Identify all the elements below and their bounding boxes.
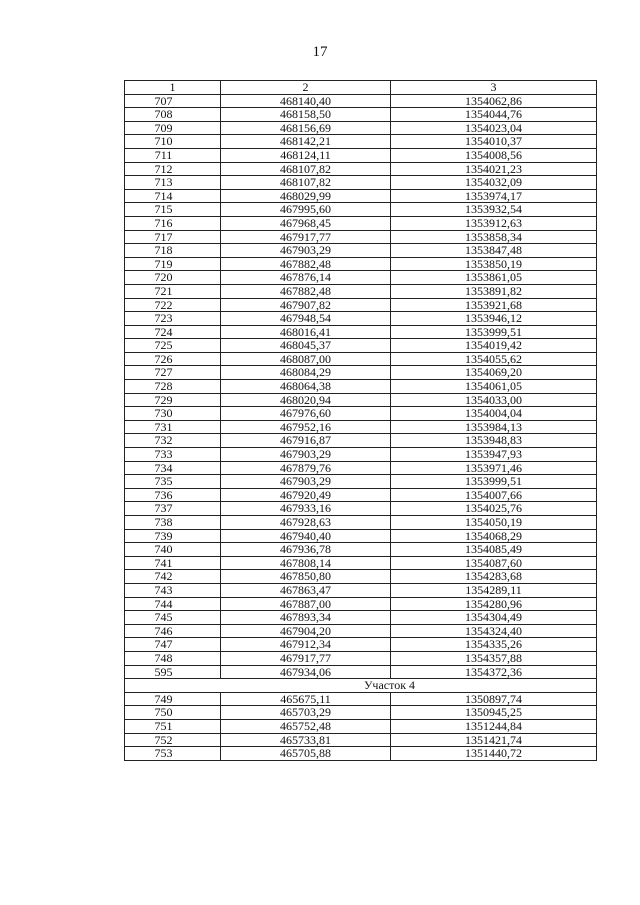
point-number: 723: [125, 312, 221, 326]
coord-y: 1354023,04: [391, 121, 597, 135]
point-number: 716: [125, 216, 221, 230]
table-body: [125, 94, 597, 760]
coord-y: 1353858,34: [391, 230, 597, 244]
coord-x: 467887,00: [221, 597, 391, 611]
table-row: [125, 692, 597, 706]
point-number: 712: [125, 162, 221, 176]
coord-x: 467808,14: [221, 556, 391, 570]
point-number: 711: [125, 148, 221, 162]
coord-x: 467876,14: [221, 271, 391, 285]
point-number: 742: [125, 570, 221, 584]
coord-x: 468045,37: [221, 339, 391, 353]
point-number: 740: [125, 543, 221, 557]
table-row: [125, 502, 597, 516]
point-number: 731: [125, 420, 221, 434]
point-number: 724: [125, 325, 221, 339]
coord-y: 1353850,19: [391, 257, 597, 271]
coord-y: 1353999,51: [391, 475, 597, 489]
point-number: 707: [125, 94, 221, 108]
coord-x: 467976,60: [221, 407, 391, 421]
coord-x: 467912,34: [221, 638, 391, 652]
coord-x: 467893,34: [221, 611, 391, 625]
coord-y: 1354087,60: [391, 556, 597, 570]
point-number: 737: [125, 502, 221, 516]
point-number: 730: [125, 407, 221, 421]
coord-x: 465675,11: [221, 692, 391, 706]
point-number: 725: [125, 339, 221, 353]
header-col-2: 2: [221, 81, 391, 95]
coord-x: 465752,48: [221, 719, 391, 733]
table-row: [125, 271, 597, 285]
table-row: [125, 380, 597, 394]
coord-y: 1353946,12: [391, 312, 597, 326]
table-row: [125, 543, 597, 557]
table-row: [125, 352, 597, 366]
table-row: [125, 665, 597, 679]
page-number: 17: [312, 44, 328, 60]
coord-y: 1351421,74: [391, 733, 597, 747]
table-row: [125, 135, 597, 149]
table-row: [125, 583, 597, 597]
coord-y: 1354289,11: [391, 583, 597, 597]
coord-y: 1354021,23: [391, 162, 597, 176]
point-number: 749: [125, 692, 221, 706]
table-row: [125, 284, 597, 298]
coord-y: 1350897,74: [391, 692, 597, 706]
coord-y: 1353984,13: [391, 420, 597, 434]
coord-x: 468107,82: [221, 176, 391, 190]
coord-y: 1354010,37: [391, 135, 597, 149]
point-number: 747: [125, 638, 221, 652]
coord-x: 467934,06: [221, 665, 391, 679]
point-number: 743: [125, 583, 221, 597]
table-row: [125, 230, 597, 244]
table-row: [125, 624, 597, 638]
point-number: 739: [125, 529, 221, 543]
table-row: [125, 325, 597, 339]
coord-y: 1354085,49: [391, 543, 597, 557]
coord-x: 468156,69: [221, 121, 391, 135]
table-header-row: [125, 81, 597, 95]
coord-x: 468140,40: [221, 94, 391, 108]
table-row: [125, 162, 597, 176]
point-number: 753: [125, 747, 221, 761]
coord-x: 467907,82: [221, 298, 391, 312]
coord-y: 1354068,29: [391, 529, 597, 543]
coord-y: 1353948,83: [391, 434, 597, 448]
coord-x: 465705,88: [221, 747, 391, 761]
table-row: [125, 176, 597, 190]
coord-x: 468107,82: [221, 162, 391, 176]
coord-x: 467928,63: [221, 516, 391, 530]
table-row: [125, 556, 597, 570]
point-number: 736: [125, 488, 221, 502]
coord-x: 467904,20: [221, 624, 391, 638]
point-number: 718: [125, 244, 221, 258]
coord-y: 1353999,51: [391, 325, 597, 339]
point-number: 713: [125, 176, 221, 190]
point-number: 750: [125, 706, 221, 720]
table-row: [125, 706, 597, 720]
point-number: 751: [125, 719, 221, 733]
coord-y: 1353891,82: [391, 284, 597, 298]
point-number: 726: [125, 352, 221, 366]
coord-y: 1353921,68: [391, 298, 597, 312]
coord-x: 467903,29: [221, 475, 391, 489]
coord-y: 1354062,86: [391, 94, 597, 108]
coord-x: 468016,41: [221, 325, 391, 339]
coord-x: 468029,99: [221, 189, 391, 203]
table-row: [125, 488, 597, 502]
coord-x: 467882,48: [221, 284, 391, 298]
table-row: [125, 733, 597, 747]
coord-x: 468064,38: [221, 380, 391, 394]
point-number: 709: [125, 121, 221, 135]
point-number: 734: [125, 461, 221, 475]
point-number: 727: [125, 366, 221, 380]
table-row: [125, 257, 597, 271]
table-row: [125, 189, 597, 203]
coord-x: 467917,77: [221, 651, 391, 665]
point-number: 720: [125, 271, 221, 285]
table-row: [125, 448, 597, 462]
point-number: 708: [125, 108, 221, 122]
table-row: [125, 475, 597, 489]
table-row: [125, 611, 597, 625]
coord-x: 467940,40: [221, 529, 391, 543]
table-row: [125, 148, 597, 162]
table-row: [125, 366, 597, 380]
coord-y: 1354019,42: [391, 339, 597, 353]
coord-x: 467933,16: [221, 502, 391, 516]
coord-y: 1354004,04: [391, 407, 597, 421]
coord-x: 468124,11: [221, 148, 391, 162]
point-number: 722: [125, 298, 221, 312]
point-number: 748: [125, 651, 221, 665]
table-row: [125, 516, 597, 530]
table-row: [125, 719, 597, 733]
point-number: 738: [125, 516, 221, 530]
table-row: [125, 312, 597, 326]
point-number: 733: [125, 448, 221, 462]
table-row: [125, 747, 597, 761]
point-number: 728: [125, 380, 221, 394]
coord-y: 1354372,36: [391, 665, 597, 679]
coord-x: 467879,76: [221, 461, 391, 475]
table-row: [125, 407, 597, 421]
coord-y: 1354025,76: [391, 502, 597, 516]
section-label: Участок 4: [125, 679, 597, 693]
point-number: 746: [125, 624, 221, 638]
coord-x: 467903,29: [221, 448, 391, 462]
coord-y: 1354007,66: [391, 488, 597, 502]
table-row: [125, 570, 597, 584]
point-number: 721: [125, 284, 221, 298]
coord-x: 467968,45: [221, 216, 391, 230]
table-row: [125, 434, 597, 448]
header-col-3: 3: [391, 81, 597, 95]
coord-y: 1351244,84: [391, 719, 597, 733]
coord-y: 1354050,19: [391, 516, 597, 530]
coord-x: 467916,87: [221, 434, 391, 448]
coord-y: 1351440,72: [391, 747, 597, 761]
coord-x: 467920,49: [221, 488, 391, 502]
coord-y: 1354055,62: [391, 352, 597, 366]
table-row: [125, 638, 597, 652]
point-number: 735: [125, 475, 221, 489]
coord-y: 1354008,56: [391, 148, 597, 162]
point-number: 717: [125, 230, 221, 244]
table-row: [125, 651, 597, 665]
coord-x: 468084,29: [221, 366, 391, 380]
section-row: [125, 679, 597, 693]
coord-y: 1353847,48: [391, 244, 597, 258]
coord-x: 467863,47: [221, 583, 391, 597]
coord-x: 468020,94: [221, 393, 391, 407]
point-number: 732: [125, 434, 221, 448]
coord-y: 1354324,40: [391, 624, 597, 638]
coord-y: 1354069,20: [391, 366, 597, 380]
coord-x: 467948,54: [221, 312, 391, 326]
coord-y: 1354283,68: [391, 570, 597, 584]
table-row: [125, 461, 597, 475]
point-number: 719: [125, 257, 221, 271]
header-col-1: 1: [125, 81, 221, 95]
point-number: 745: [125, 611, 221, 625]
table-row: [125, 108, 597, 122]
coord-y: 1354304,49: [391, 611, 597, 625]
coord-y: 1353974,17: [391, 189, 597, 203]
point-number: 744: [125, 597, 221, 611]
table-row: [125, 393, 597, 407]
coord-x: 465733,81: [221, 733, 391, 747]
coord-y: 1353947,93: [391, 448, 597, 462]
table-row: [125, 244, 597, 258]
coord-x: 468158,50: [221, 108, 391, 122]
point-number: 595: [125, 665, 221, 679]
table-row: [125, 339, 597, 353]
coord-x: 468142,21: [221, 135, 391, 149]
coord-y: 1354335,26: [391, 638, 597, 652]
table-row: [125, 529, 597, 543]
coord-x: 465703,29: [221, 706, 391, 720]
coord-y: 1350945,25: [391, 706, 597, 720]
coord-y: 1354280,96: [391, 597, 597, 611]
coord-y: 1354033,00: [391, 393, 597, 407]
coord-x: 467850,80: [221, 570, 391, 584]
coord-y: 1353971,46: [391, 461, 597, 475]
table-row: [125, 216, 597, 230]
coordinates-table: [124, 80, 597, 761]
coord-x: 467936,78: [221, 543, 391, 557]
coord-y: 1353861,05: [391, 271, 597, 285]
table-row: [125, 420, 597, 434]
coord-x: 467882,48: [221, 257, 391, 271]
coord-y: 1353912,63: [391, 216, 597, 230]
point-number: 752: [125, 733, 221, 747]
table-row: [125, 94, 597, 108]
table-row: [125, 298, 597, 312]
point-number: 714: [125, 189, 221, 203]
coord-y: 1354032,09: [391, 176, 597, 190]
coord-x: 468087,00: [221, 352, 391, 366]
point-number: 741: [125, 556, 221, 570]
coord-y: 1353932,54: [391, 203, 597, 217]
coord-x: 467995,60: [221, 203, 391, 217]
coord-x: 467917,77: [221, 230, 391, 244]
coord-y: 1354044,76: [391, 108, 597, 122]
coord-x: 467903,29: [221, 244, 391, 258]
table-row: [125, 203, 597, 217]
point-number: 729: [125, 393, 221, 407]
coord-x: 467952,16: [221, 420, 391, 434]
coord-y: 1354061,05: [391, 380, 597, 394]
coord-y: 1354357,88: [391, 651, 597, 665]
table-row: [125, 121, 597, 135]
point-number: 715: [125, 203, 221, 217]
point-number: 710: [125, 135, 221, 149]
table-row: [125, 597, 597, 611]
